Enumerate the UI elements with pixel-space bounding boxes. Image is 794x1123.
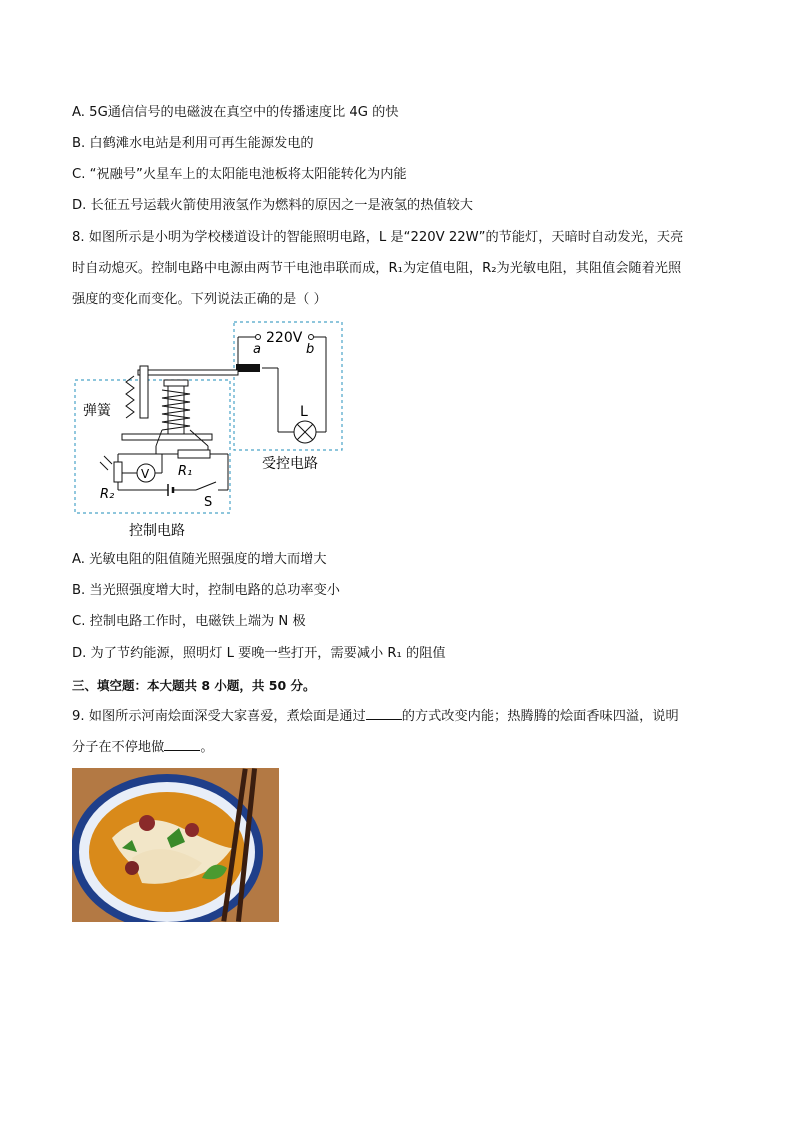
switch-label: S xyxy=(204,495,213,510)
control-circuit-label: 控制电路 xyxy=(129,523,185,539)
meat-slice xyxy=(139,815,155,831)
r2-label: R₂ xyxy=(100,487,115,502)
q9-blank1[interactable] xyxy=(366,707,402,720)
q9-line1-a: 9. 如图所示河南烩面深受大家喜爱，煮烩面是通过 xyxy=(72,709,366,724)
pivot-post xyxy=(140,366,148,418)
q9-line2-a: 分子在不停地做 xyxy=(72,740,165,755)
q8-stem-line2: 时自动熄灭。控制电路中电源由两节干电池串联而成，R₁为定值电阻，R₂为光敏电阻，其阻值会随着光照 xyxy=(72,261,682,276)
q7-option-d: D. 长征五号运载火箭使用液氢作为燃料的原因之一是液氢的热值较大 xyxy=(72,198,473,213)
terminal-b-dot xyxy=(309,335,314,340)
q8-option-c: C. 控制电路工作时，电磁铁上端为 N 极 xyxy=(72,614,306,629)
q8-option-d: D. 为了节约能源，照明灯 L 要晚一些打开，需要减小 R₁ 的阻值 xyxy=(72,646,446,661)
r1-label: R₁ xyxy=(178,464,193,479)
q8-option-a: A. 光敏电阻的阻值随光照强度的增大而增大 xyxy=(72,552,327,567)
noodle-bowl-photo xyxy=(72,768,279,922)
r2-photoresistor xyxy=(114,462,122,482)
lamp-label: L xyxy=(300,404,308,420)
terminal-a-dot xyxy=(256,335,261,340)
q9-line2 xyxy=(72,738,214,757)
q9-line1-b: 的方式改变内能；热腾腾的烩面香味四溢，说明 xyxy=(401,709,679,724)
q7-option-c: C. “祝融号”火星车上的太阳能电池板将太阳能转化为内能 xyxy=(72,167,407,182)
q9-blank2[interactable] xyxy=(164,738,200,751)
control-circuit-box xyxy=(75,380,230,513)
controlled-circuit-label: 受控电路 xyxy=(262,456,318,472)
switch-blade xyxy=(196,482,216,490)
iron-armature xyxy=(164,380,188,386)
circuit-diagram xyxy=(72,320,352,542)
relay-contact xyxy=(236,364,260,372)
spring xyxy=(126,376,134,418)
q9-line2-b: 。 xyxy=(200,740,214,755)
voltage-label: 220V xyxy=(266,330,303,346)
q8-option-b: B. 当光照强度增大时，控制电路的总功率变小 xyxy=(72,583,340,598)
r1-resistor xyxy=(178,450,210,458)
armature-lever xyxy=(138,370,238,375)
q7-option-a: A. 5G通信信号的电磁波在真空中的传播速度比 4G 的快 xyxy=(72,105,399,120)
voltmeter-label: V xyxy=(141,467,150,481)
spring-label: 弹簧 xyxy=(83,403,111,419)
q9-line1 xyxy=(72,707,679,726)
terminal-b-label: b xyxy=(306,342,315,357)
terminal-a-label: a xyxy=(253,342,261,357)
q8-stem-line3: 强度的变化而变化。下列说法正确的是（ ） xyxy=(72,292,327,307)
section-title: 三、填空题：本大题共 8 小题，共 50 分。 xyxy=(72,678,316,693)
q8-stem-line1: 8. 如图所示是小明为学校楼道设计的智能照明电路，L 是“220V 22W”的节能灯，天暗时自动发光，天亮 xyxy=(72,230,684,245)
q7-option-b: B. 白鹤滩水电站是利用可再生能源发电的 xyxy=(72,136,314,151)
